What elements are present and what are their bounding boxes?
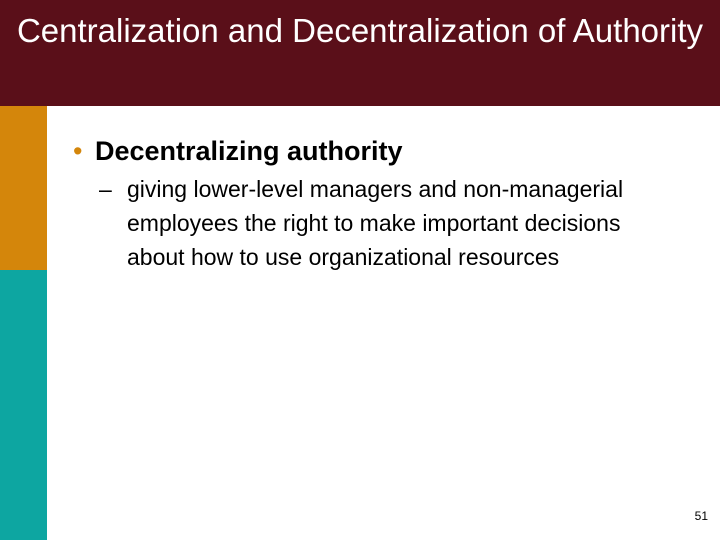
sub-bullet-text: giving lower-level managers and non-managerial employees the right to make important decisions about how to use organizational resources xyxy=(127,176,624,270)
page-number: 51 xyxy=(694,509,708,523)
main-bullet-text: Decentralizing authority xyxy=(95,136,403,166)
accent-bar-orange xyxy=(0,106,47,270)
main-bullet xyxy=(73,133,403,169)
title-bar xyxy=(0,0,720,106)
sub-bullet xyxy=(99,172,659,274)
sub-bullet-marker: – xyxy=(99,176,112,202)
slide-title: Centralization and Decentralization of Authority xyxy=(16,12,704,49)
accent-bar-teal xyxy=(0,270,47,540)
bullet-marker: • xyxy=(73,136,83,166)
